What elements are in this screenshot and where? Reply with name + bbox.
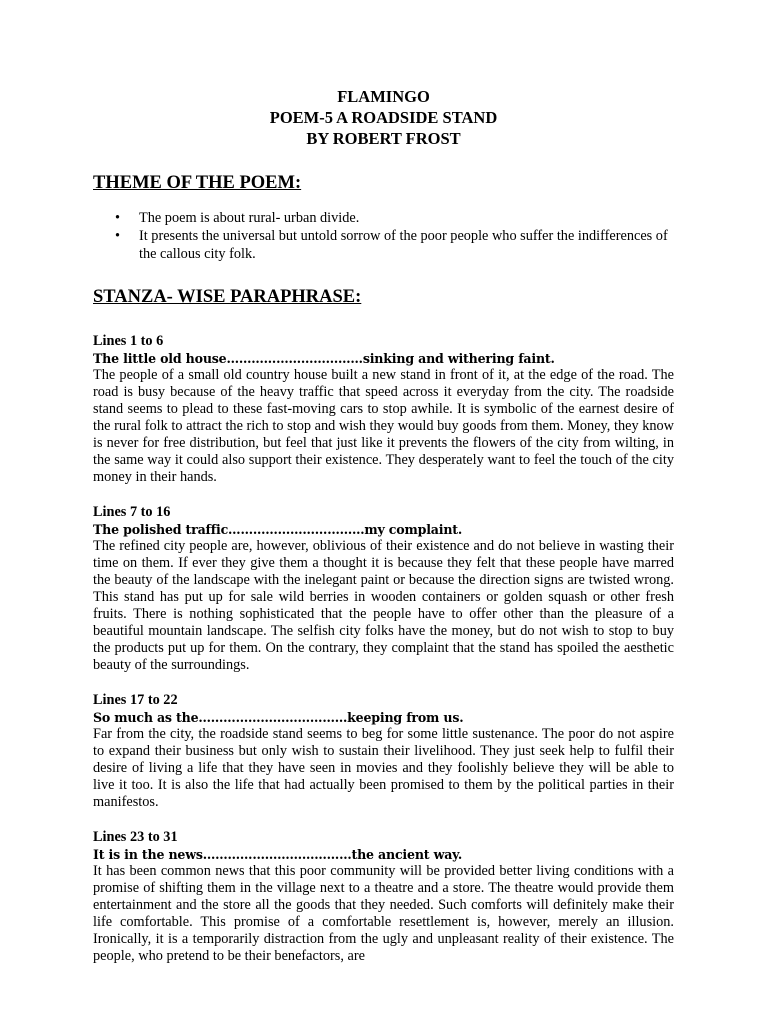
stanza-block (93, 333, 674, 486)
stanza-paraphrase: The people of a small old country house built a new stand in front of it, at the edge of the road. The road is busy because of the heavy traffic that speed across it everyday from the city. The roadside stand seems to plead to these fast-moving cars to stop awhile. It is symbolic of the earnest desire of the rural folk to attract the rich to stop and wish they would buy goods from them. Money, they know is never for free distribution, but feel that just like it prevents the flowers of the city from wilting, in the same way it could also support their existence. They desperately want to feel the touch of the city money in their hands. (93, 367, 674, 485)
list-item (93, 209, 674, 227)
stanza-line-range: Lines 7 to 16 (93, 504, 171, 520)
title-line-3: BY ROBERT FROST (306, 129, 461, 148)
stanza-quote: The polished traffic……………………………my complaint. (93, 522, 463, 537)
stanza-quote: The little old house……………………………sinking and withering faint. (93, 351, 555, 366)
stanza-line-range: Lines 23 to 31 (93, 829, 178, 845)
theme-heading: THEME OF THE POEM: (93, 173, 302, 193)
bullet-text: It presents the universal but untold sorrow of the poor people who suffer the indifferences of the callous city folk. (139, 228, 668, 262)
stanza-paraphrase: The refined city people are, however, oblivious of their existence and do not believe in wasting their time on them. If ever they give them a thought it is because they felt that these people have marred the beauty of the landscape with the inelegant paint or because the direction signs are twisted wrong. This stand has put up for sale wild berries in wooden containers or golden squash or other fresh fruits. There is nothing sophisticated that the people have to offer other than the pleasure of a beautiful mountain landscape. The selfish city folks have the money, but do not wish to stop to buy the products put up for them. On the contrary, they complaint that the stand has spoiled the aesthetic beauty of the surroundings. (93, 538, 674, 673)
bullet-text: The poem is about rural- urban divide. (139, 210, 360, 226)
stanza-line-range: Lines 17 to 22 (93, 692, 178, 708)
document-page (93, 86, 674, 965)
bullet-icon: • (115, 210, 121, 226)
stanza-block (93, 692, 674, 811)
document-title (93, 86, 674, 149)
stanza-quote: It is in the news………………………………the ancient way. (93, 847, 463, 862)
stanza-quote: So much as the………………………………keeping from us. (93, 710, 464, 725)
stanza-block (93, 504, 674, 674)
stanza-block (93, 829, 674, 965)
bullet-icon: • (115, 228, 121, 244)
title-line-2: POEM-5 A ROADSIDE STAND (269, 108, 498, 127)
theme-bullet-list (93, 209, 674, 263)
paraphrase-heading: STANZA- WISE PARAPHRASE: (93, 287, 362, 307)
stanza-line-range: Lines 1 to 6 (93, 333, 164, 349)
stanza-paraphrase: Far from the city, the roadside stand seems to beg for some little sustenance. The poor do not aspire to expand their business but only wish to sustain their livelihood. They just seek help to fulfil their desire of living a life that they have seen in movies and they foolishly believe they will be able to live it too. It is also the life that had actually been promised to them by the political parties in their manifestos. (93, 726, 674, 810)
title-line-1: FLAMINGO (337, 87, 430, 106)
list-item (93, 227, 674, 263)
stanza-paraphrase: It has been common news that this poor community will be provided better living conditions with a promise of shifting them in the village next to a theatre and a store. The theatre would provide them entertainment and the store all the goods that they needed. Such comforts will definitely make their life comfortable. This promise of a comfortable resettlement is, however, merely an illusion. Ironically, it is a temporarily distraction from the ugly and unpleasant reality of their existence. The people, who pretend to be their benefactors, are (93, 863, 674, 964)
